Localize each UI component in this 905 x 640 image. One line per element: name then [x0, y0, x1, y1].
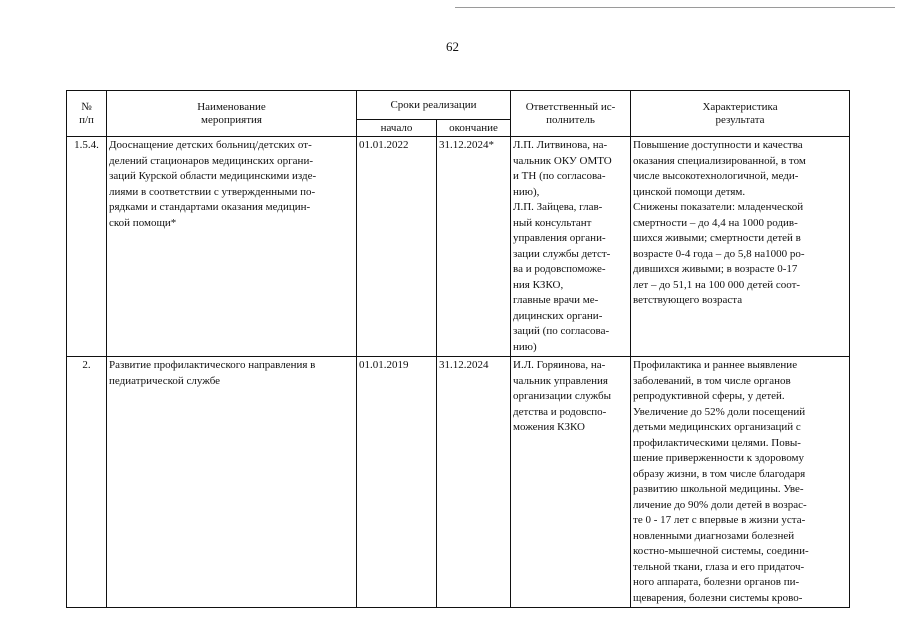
row-responsible: Л.П. Литвинова, на- чальник ОКУ ОМТО и ТН (по согласова- нию), Л.П. Зайцева, глав- ный консультант управления органи- зации службы детст- ва и родовспоможе- ния КЗКО, главные врачи ме- дицинских органи- заций (по согласова- нию): [511, 137, 631, 357]
table-row: [67, 357, 850, 608]
header-result: Характеристика результата: [631, 91, 850, 137]
events-table: [66, 90, 850, 608]
row-start: 01.01.2019: [357, 357, 437, 608]
header-event: Наименование мероприятия: [107, 91, 357, 137]
top-rule: [455, 7, 895, 8]
row-end: 31.12.2024*: [437, 137, 511, 357]
header-num: № п/п: [67, 91, 107, 137]
row-end: 31.12.2024: [437, 357, 511, 608]
row-num: 1.5.4.: [67, 137, 107, 357]
row-result: Профилактика и раннее выявление заболеваний, в том числе органов репродуктивной сферы, у детей. Увеличение до 52% доли посещений детьми медицинских организаций с профилактическими целями. Повы- шение приверженности к здоровому образу жизни, в том числе благодаря развитию школьной медицины. Уве- личение до 90% доли детей в возрас- те 0 - 17 лет с впервые в жизни уста- новленными диагнозами болезней костно-мышечной системы, соедини- тельной ткани, глаза и его придаточ- ного аппарата, болезни органов пи- щеварения, болезни системы крово-: [631, 357, 850, 608]
row-num: 2.: [67, 357, 107, 608]
header-responsible: Ответственный ис- полнитель: [511, 91, 631, 137]
header-terms: Сроки реализации: [357, 91, 511, 120]
row-responsible: И.Л. Горяинова, на- чальник управления организации службы детства и родовспо- можения КЗКО: [511, 357, 631, 608]
page-number: 62: [446, 39, 459, 54]
header-end: окончание: [437, 120, 511, 137]
row-result: Повышение доступности и качества оказания специализированной, в том числе высокотехнологичной, меди- цинской помощи детям. Снижены показатели: младенческой смертности – до 4,4 на 1000 родив- шихся живыми; смертности детей в возрасте 0-4 года – до 5,8 на1000 ро- дившихся живыми; в возрасте 0-17 лет – до 51,1 на 100 000 детей соот- ветствующего возраста: [631, 137, 850, 357]
row-event: Развитие профилактического направления в педиатрической службе: [107, 357, 357, 608]
table-row: [67, 137, 850, 357]
row-event: Дооснащение детских больниц/детских от- делений стационаров медицинских органи- заций Курской области медицинскими изде- лиями в соответствии с утвержденными по- рядками и стандартами оказания медицин- ской помощи*: [107, 137, 357, 357]
header-start: начало: [357, 120, 437, 137]
row-start: 01.01.2022: [357, 137, 437, 357]
